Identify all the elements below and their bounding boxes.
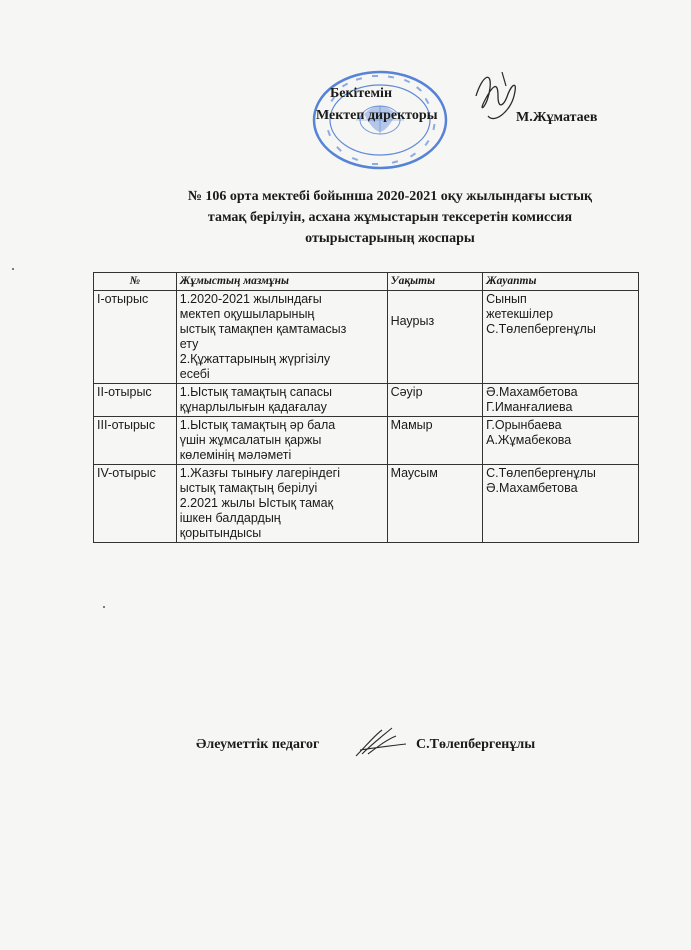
- meeting-content: 1.Ыстық тамақтың сапасы құнарлылығын қадағалау: [176, 384, 387, 417]
- director-signature-icon: [468, 66, 524, 128]
- meeting-content: 1.Ыстық тамақтың әр бала үшін жұмсалатын қаржы көлемінің мәләметі: [176, 417, 387, 465]
- meeting-content: 1.Жазғы тынығу лагеріндегі ыстық тамақтың берілуі 2.2021 жылы Ыстық тамақ ішкен балдардың қорытындысы: [176, 465, 387, 543]
- scan-speck: [103, 606, 105, 608]
- title-line-2: тамақ берілуін, асхана жұмыстарын тексеретін комиссия: [207, 210, 573, 225]
- meeting-number: III-отырыс: [94, 417, 177, 465]
- table-row: [94, 465, 639, 543]
- meeting-responsible: Ә.Махамбетова Г.Иманғалиева: [483, 384, 639, 417]
- footer-name: С.Төлепбергенұлы: [416, 737, 536, 752]
- approval-label: Бекітемін: [330, 86, 393, 101]
- header-content: Жұмыстың мазмұны: [176, 273, 387, 291]
- meeting-time: Сәуір: [387, 384, 483, 417]
- header-number: №: [94, 273, 177, 291]
- meeting-responsible: Г.Орынбаева А.Жұмабекова: [483, 417, 639, 465]
- table-row: [94, 417, 639, 465]
- meeting-number: I-отырыс: [94, 291, 177, 384]
- footer-role: Әлеуметтік педагог: [196, 737, 320, 752]
- meeting-number: IV-отырыс: [94, 465, 177, 543]
- title-line-3: отырыстарының жоспары: [305, 231, 475, 246]
- meetings-plan-table: [93, 272, 639, 543]
- meeting-responsible: С.Төлепбергенұлы Ә.Махамбетова: [483, 465, 639, 543]
- director-position: Мектеп директоры: [316, 108, 438, 123]
- meeting-time: Маусым: [387, 465, 483, 543]
- meeting-content: 1.2020-2021 жылындағы мектеп оқушыларының ыстық тамақпен қамтамасыз ету 2.Құжаттарының жүргізілу есебі: [176, 291, 387, 384]
- meeting-number: II-отырыс: [94, 384, 177, 417]
- table-row: [94, 291, 639, 384]
- pedagogue-signature-icon: [352, 724, 410, 764]
- meeting-time: Мамыр: [387, 417, 483, 465]
- director-name: М.Жұматаев: [516, 110, 598, 125]
- table-header-row: [94, 273, 639, 291]
- title-line-1: № 106 орта мектебі бойынша 2020-2021 оқу жылындағы ыстық: [187, 189, 593, 204]
- table-row: [94, 384, 639, 417]
- scan-speck: [12, 268, 14, 270]
- meeting-responsible: Сынып жетекшілер С.Төлепбергенұлы: [483, 291, 639, 384]
- header-responsible: Жауапты: [483, 273, 639, 291]
- header-time: Уақыты: [387, 273, 483, 291]
- meeting-time: Наурыз: [387, 291, 483, 384]
- document-title: [100, 186, 680, 249]
